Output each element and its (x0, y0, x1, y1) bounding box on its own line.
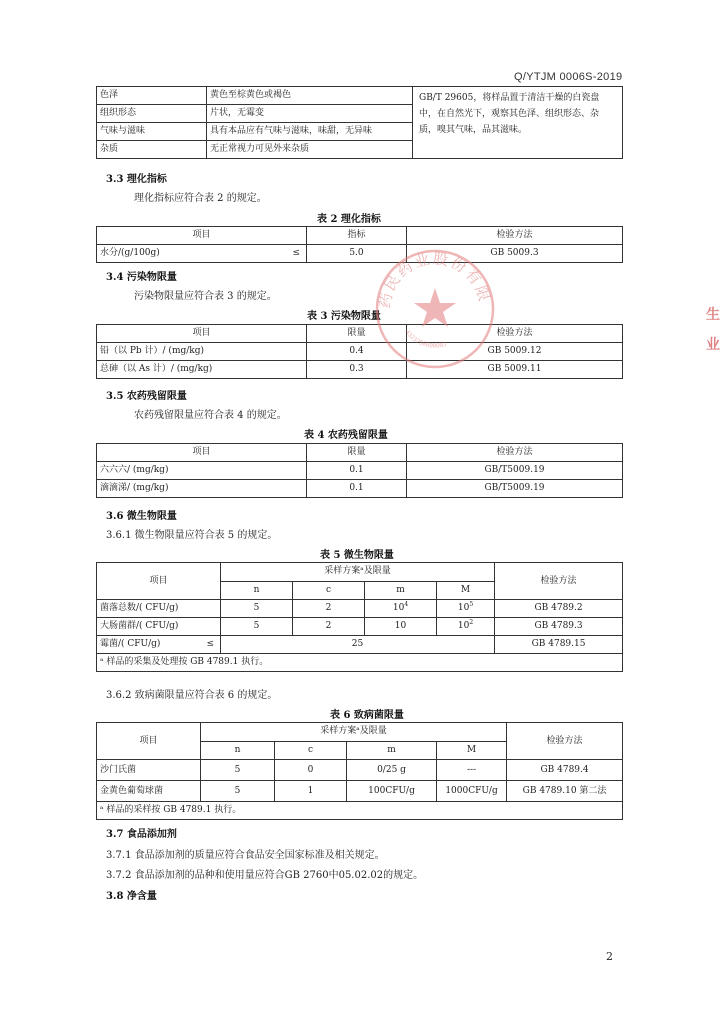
table-2-header-item: 项目 (97, 227, 307, 245)
table-6-row-method: GB 4789.10 第二法 (507, 781, 623, 802)
table-6-row-item: 金黄色葡萄球菌 (97, 781, 201, 802)
table-5-M-exponent: 5 (469, 601, 474, 608)
section-3-4-text: 污染物限量应符合表 3 的规定。 (134, 291, 277, 302)
table-6-footnote: ᵃ 样品的采样按 GB 4789.1 执行。 (97, 802, 623, 820)
table-5-row-M (437, 600, 495, 618)
table-6-caption: 表 6 致病菌限量 (330, 710, 404, 721)
side-seal-char: 生 (706, 307, 720, 323)
table-6-header-item: 项目 (97, 723, 201, 760)
table-2-row-method: GB 5009.3 (407, 245, 623, 263)
section-3-3-heading: 3.3 理化指标 (106, 174, 167, 185)
table-5-M-base: 10 (457, 621, 470, 631)
table-5-mold-operator: ≤ (206, 639, 214, 649)
table-5-mold-value: 25 (221, 636, 495, 654)
table-5-caption: 表 5 微生物限量 (320, 550, 394, 561)
table-4 (96, 443, 623, 498)
table-2-caption: 表 2 理化指标 (317, 214, 381, 225)
side-seal-char: 业 (706, 337, 720, 353)
section-3-6-1-text: 3.6.1 微生物限量应符合表 5 的规定。 (106, 530, 278, 541)
table-5-m-base: 10 (392, 603, 405, 613)
table-5-M-base: 10 (457, 603, 470, 613)
table-5-header-item: 项目 (97, 563, 221, 600)
table-2 (96, 226, 623, 263)
seal-number: 4323250000003 (403, 328, 448, 350)
section-3-8-heading: 3.8 净含量 (106, 891, 157, 902)
table-5-row-item: 菌落总数/( CFU/g) (97, 600, 221, 618)
table-2-row-item (97, 245, 307, 263)
table-5 (96, 562, 623, 672)
table-5-m-base: 10 (394, 621, 407, 631)
table-6-header-sampling: 采样方案ᵃ及限量 (201, 723, 507, 742)
section-3-5-heading: 3.5 农药残留限量 (106, 391, 187, 402)
sensory-requirement: 无正常视力可见外来杂质 (207, 141, 413, 159)
section-3-6-2-text: 3.6.2 致病菌限量应符合表 6 的规定。 (106, 690, 278, 701)
table-6-sub-c: c (275, 741, 347, 760)
table-4-row-value: 0.1 (307, 480, 407, 498)
sensory-requirement: 片状，无霉变 (207, 105, 413, 123)
table-6-row-c: 1 (275, 781, 347, 802)
sensory-table (96, 86, 623, 159)
table-5-footnote: ᵃ 样品的采集及处理按 GB 4789.1 执行。 (97, 654, 623, 672)
table-4-row-item: 六六六/ (mg/kg) (97, 462, 307, 480)
table-6-row-M: 1000CFU/g (437, 781, 507, 802)
table-6-row-M: --- (437, 760, 507, 781)
table-5-sub-n: n (221, 581, 293, 600)
table-3-row-item: 总砷（以 As 计）/ (mg/kg) (97, 361, 307, 379)
table-5-row-M (437, 618, 495, 636)
table-3-row-item: 铅（以 Pb 计）/ (mg/kg) (97, 343, 307, 361)
table-5-row-n: 5 (221, 600, 293, 618)
table-5-row-m (365, 618, 437, 636)
table-5-mold-label: 霉菌/( CFU/g) (100, 639, 161, 649)
table-5-m-exponent: 4 (404, 601, 409, 608)
table-5-row-method: GB 4789.3 (495, 618, 623, 636)
table-3-header-limit: 限量 (307, 325, 407, 343)
sensory-item: 气味与滋味 (97, 123, 207, 141)
table-3 (96, 324, 623, 379)
table-6-sub-M: M (437, 741, 507, 760)
table-5-row-method: GB 4789.2 (495, 600, 623, 618)
table-5-row-c: 2 (293, 600, 365, 618)
table-5-M-exponent: 2 (469, 619, 474, 626)
table-5-row-m (365, 600, 437, 618)
table-6-sub-n: n (201, 741, 275, 760)
table-6-sub-m: m (347, 741, 437, 760)
seal-text: 药民药业股份有限 (375, 249, 494, 310)
table-4-header-item: 项目 (97, 444, 307, 462)
table-4-row-method: GB/T5009.19 (407, 480, 623, 498)
side-seal-mark (702, 300, 724, 390)
section-3-7-2-text: 3.7.2 食品添加剂的品种和使用量应符合GB 2760中05.02.02的规定。 (106, 870, 424, 881)
table-5-row-c: 2 (293, 618, 365, 636)
svg-text:4323250000003 (404, 329, 448, 350)
document-code: Q/YTJM 0006S-2019 (514, 71, 623, 83)
sensory-item: 组织形态 (97, 105, 207, 123)
sensory-method: GB/T 29605，将样品置于清洁干燥的白瓷盘中，在自然光下，观察其色泽、组织形态、杂质，嗅其气味，品其滋味。 (413, 87, 623, 159)
table-4-row-value: 0.1 (307, 462, 407, 480)
sensory-requirement: 黄色至棕黄色或褐色 (207, 87, 413, 105)
table-2-item-label: 水分/(g/100g) (100, 248, 160, 258)
table-3-row-value: 0.3 (307, 361, 407, 379)
table-3-row-method: GB 5009.12 (407, 343, 623, 361)
table-4-header-method: 检验方法 (407, 444, 623, 462)
table-3-row-value: 0.4 (307, 343, 407, 361)
table-3-row-method: GB 5009.11 (407, 361, 623, 379)
section-3-3-text: 理化指标应符合表 2 的规定。 (134, 193, 267, 204)
seal-icon (372, 246, 498, 372)
section-3-5-text: 农药残留限量应符合表 4 的规定。 (134, 410, 287, 421)
table-2-header-method: 检验方法 (407, 227, 623, 245)
table-4-header-limit: 限量 (307, 444, 407, 462)
table-5-mold-item (97, 636, 221, 654)
table-2-operator: ≤ (292, 248, 300, 258)
table-6-row-n: 5 (201, 760, 275, 781)
table-4-caption: 表 4 农药残留限量 (304, 430, 388, 441)
table-2-row-value: 5.0 (307, 245, 407, 263)
page-number: 2 (606, 950, 613, 963)
sensory-requirement: 具有本品应有气味与滋味，味甜，无异味 (207, 123, 413, 141)
table-6-row-m: 100CFU/g (347, 781, 437, 802)
table-5-sub-c: c (293, 581, 365, 600)
table-3-caption: 表 3 污染物限量 (307, 311, 381, 322)
table-3-header-method: 检验方法 (407, 325, 623, 343)
table-5-row-n: 5 (221, 618, 293, 636)
section-3-4-heading: 3.4 污染物限量 (106, 272, 177, 283)
section-3-6-heading: 3.6 微生物限量 (106, 511, 177, 522)
table-6-row-item: 沙门氏菌 (97, 760, 201, 781)
table-6-header-method: 检验方法 (507, 723, 623, 760)
section-3-7-1-text: 3.7.1 食品添加剂的质量应符合食品安全国家标准及相关规定。 (106, 850, 385, 861)
table-6 (96, 722, 623, 820)
table-5-header-method: 检验方法 (495, 563, 623, 600)
sensory-item: 色泽 (97, 87, 207, 105)
table-5-header-sampling: 采样方案ᵃ及限量 (221, 563, 495, 582)
table-6-row-c: 0 (275, 760, 347, 781)
table-6-row-method: GB 4789.4 (507, 760, 623, 781)
table-5-sub-m: m (365, 581, 437, 600)
company-seal (372, 246, 498, 372)
table-5-mold-method: GB 4789.15 (495, 636, 623, 654)
table-6-row-n: 5 (201, 781, 275, 802)
table-3-header-item: 项目 (97, 325, 307, 343)
table-2-header-limit: 指标 (307, 227, 407, 245)
table-5-row-item: 大肠菌群/( CFU/g) (97, 618, 221, 636)
table-6-row-m: 0/25 g (347, 760, 437, 781)
table-4-row-item: 滴滴涕/ (mg/kg) (97, 480, 307, 498)
table-4-row-method: GB/T5009.19 (407, 462, 623, 480)
section-3-7-heading: 3.7 食品添加剂 (106, 829, 177, 840)
table-5-sub-M: M (437, 581, 495, 600)
sensory-item: 杂质 (97, 141, 207, 159)
